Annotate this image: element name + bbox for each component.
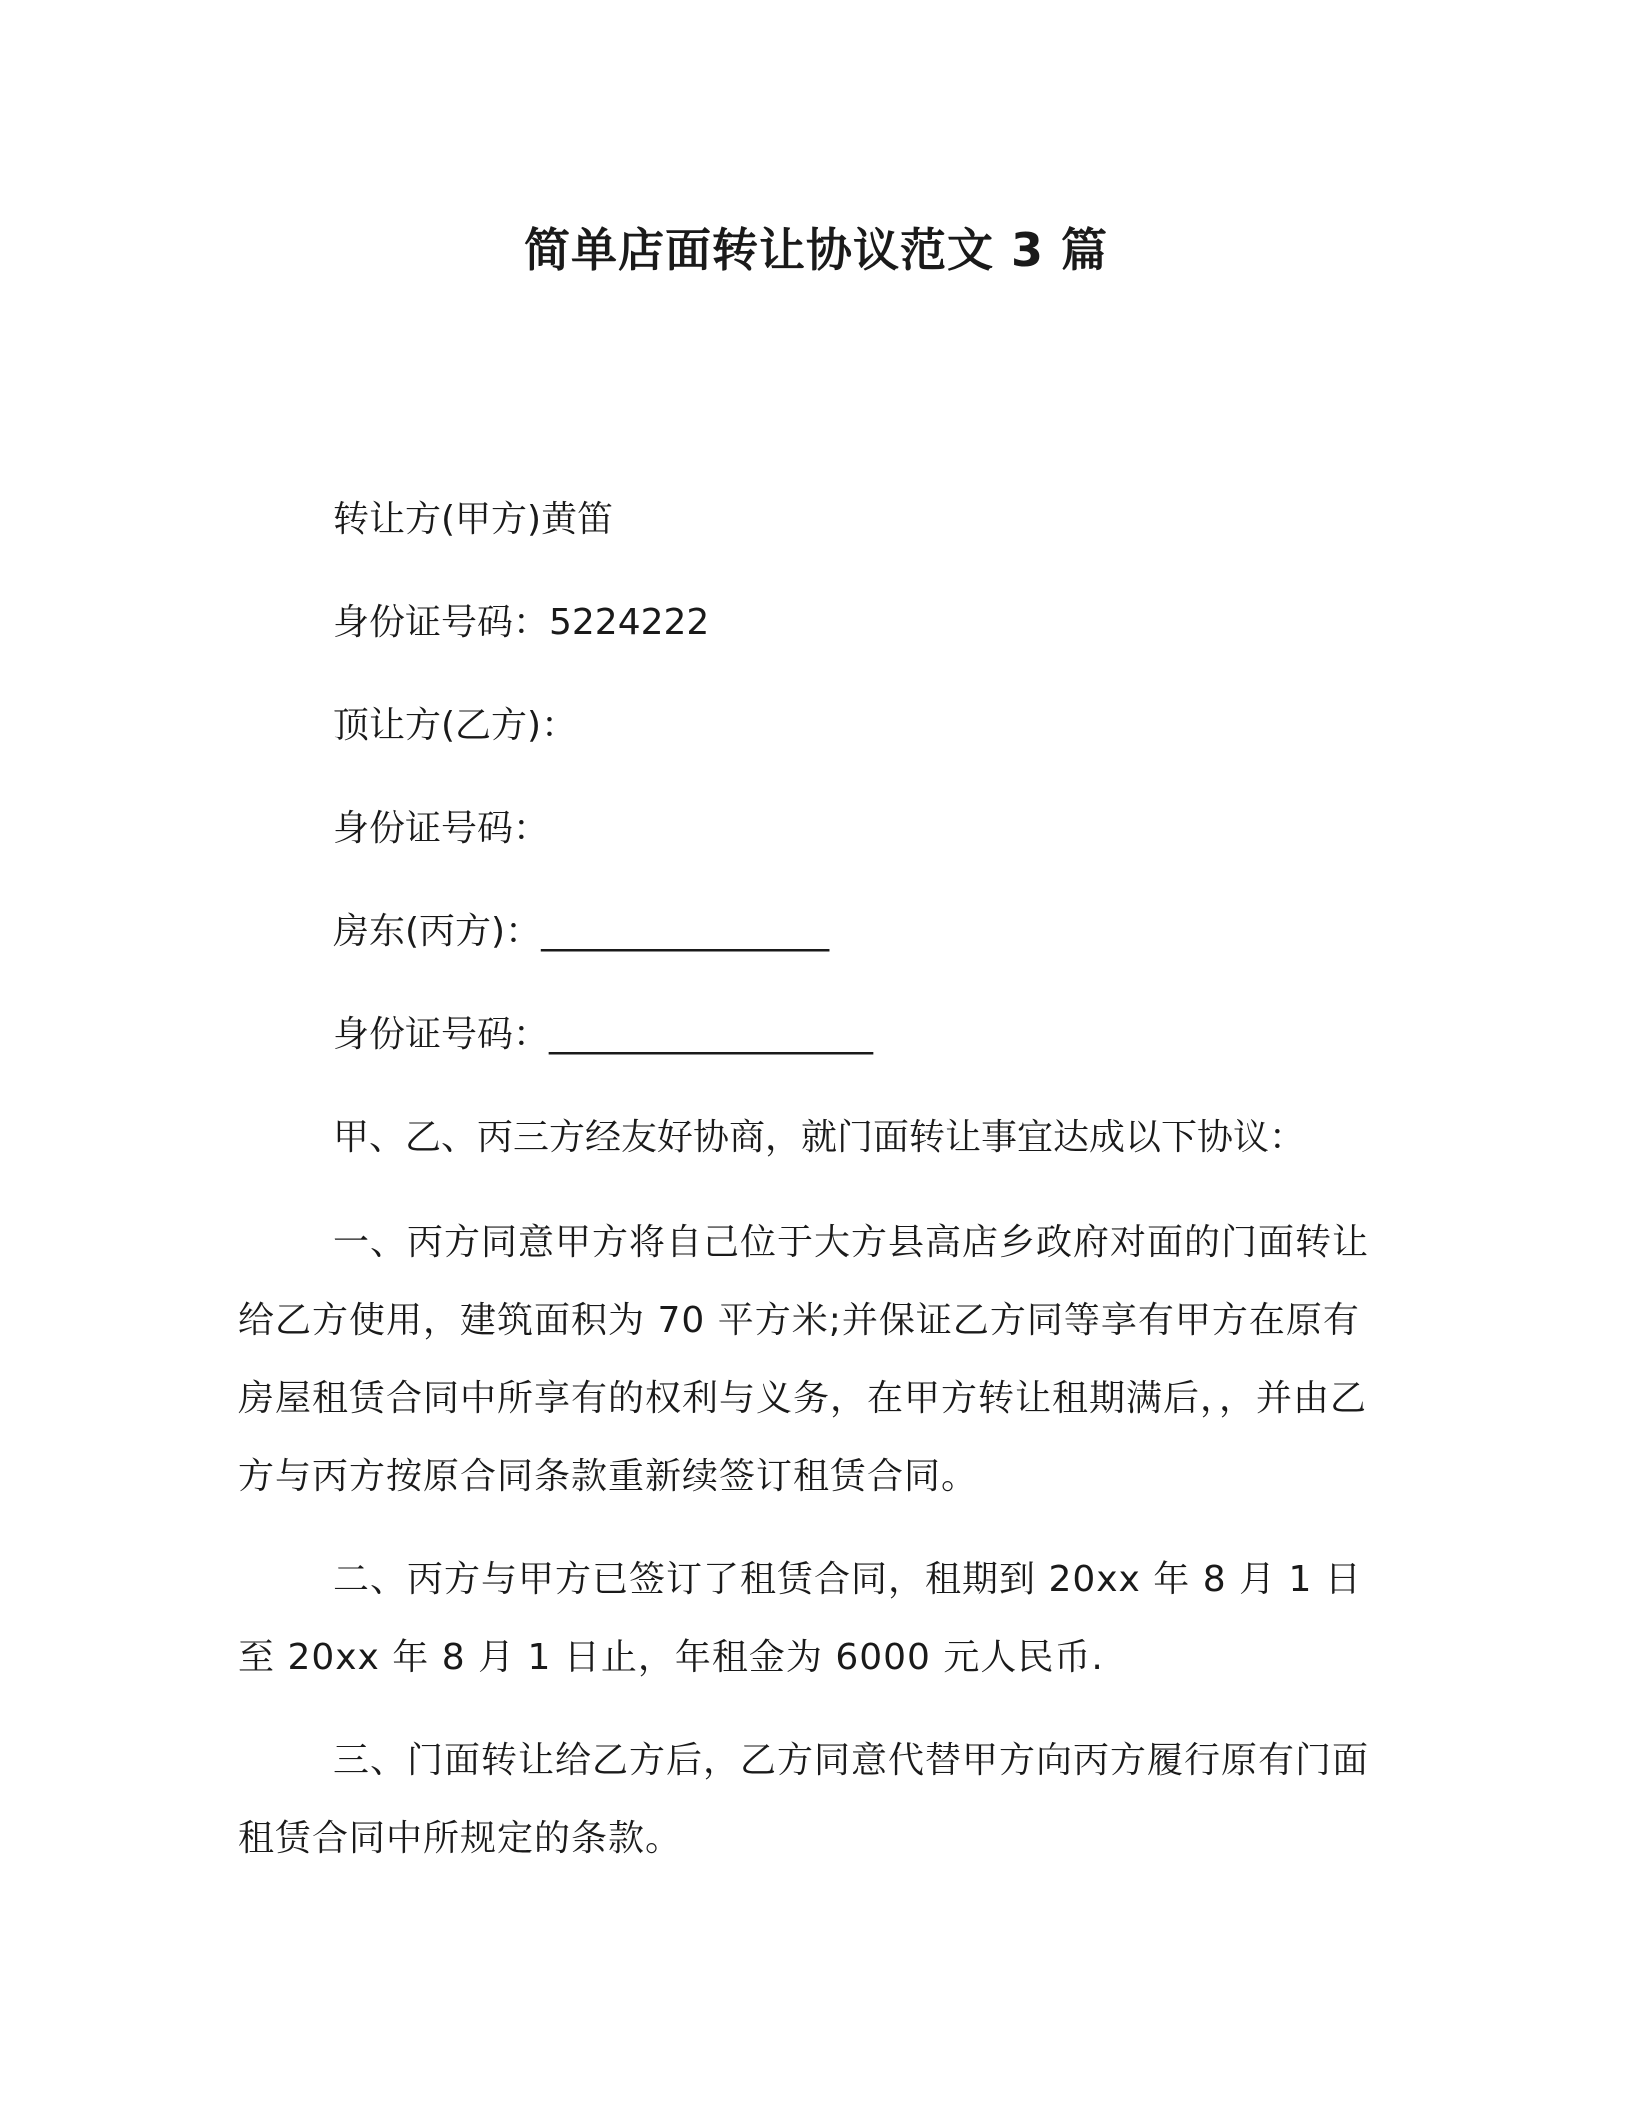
clause-1: 一、丙方同意甲方将自己位于大方县高店乡政府对面的门面转让给乙方使用，建筑面积为 70 平方米;并保证乙方同等享有甲方在原有房屋租赁合同中所享有的权利与义务，在甲方转让租期满后，，并由乙方与丙方按原合同条款重新续签订租赁合同。 bbox=[238, 1222, 1370, 1497]
transferor-line: 转让方(甲方)黄笛 bbox=[333, 499, 614, 540]
transferor-id-line: 身份证号码：5224222 bbox=[333, 602, 710, 643]
transferee-id-line: 身份证号码： bbox=[333, 808, 550, 849]
transferee-line: 顶让方(乙方)： bbox=[333, 705, 578, 746]
document-title: 简单店面转让协议范文 3 篇 bbox=[523, 223, 1109, 277]
clause-2: 二、丙方与甲方已签订了租赁合同，租期到 20xx 年 8 月 1 日至 20xx 年 8 月 1 日止，年租金为 6000 元人民币. bbox=[238, 1559, 1362, 1678]
landlord-line: 房东(丙方)：________________ bbox=[333, 911, 830, 952]
clause-3: 三、门面转让给乙方后，乙方同意代替甲方向丙方履行原有门面租赁合同中所规定的条款。 bbox=[238, 1740, 1370, 1859]
agreement-intro: 甲、乙、丙三方经友好协商，就门面转让事宜达成以下协议： bbox=[333, 1117, 1306, 1158]
landlord-id-line: 身份证号码：__________________ bbox=[333, 1014, 874, 1055]
